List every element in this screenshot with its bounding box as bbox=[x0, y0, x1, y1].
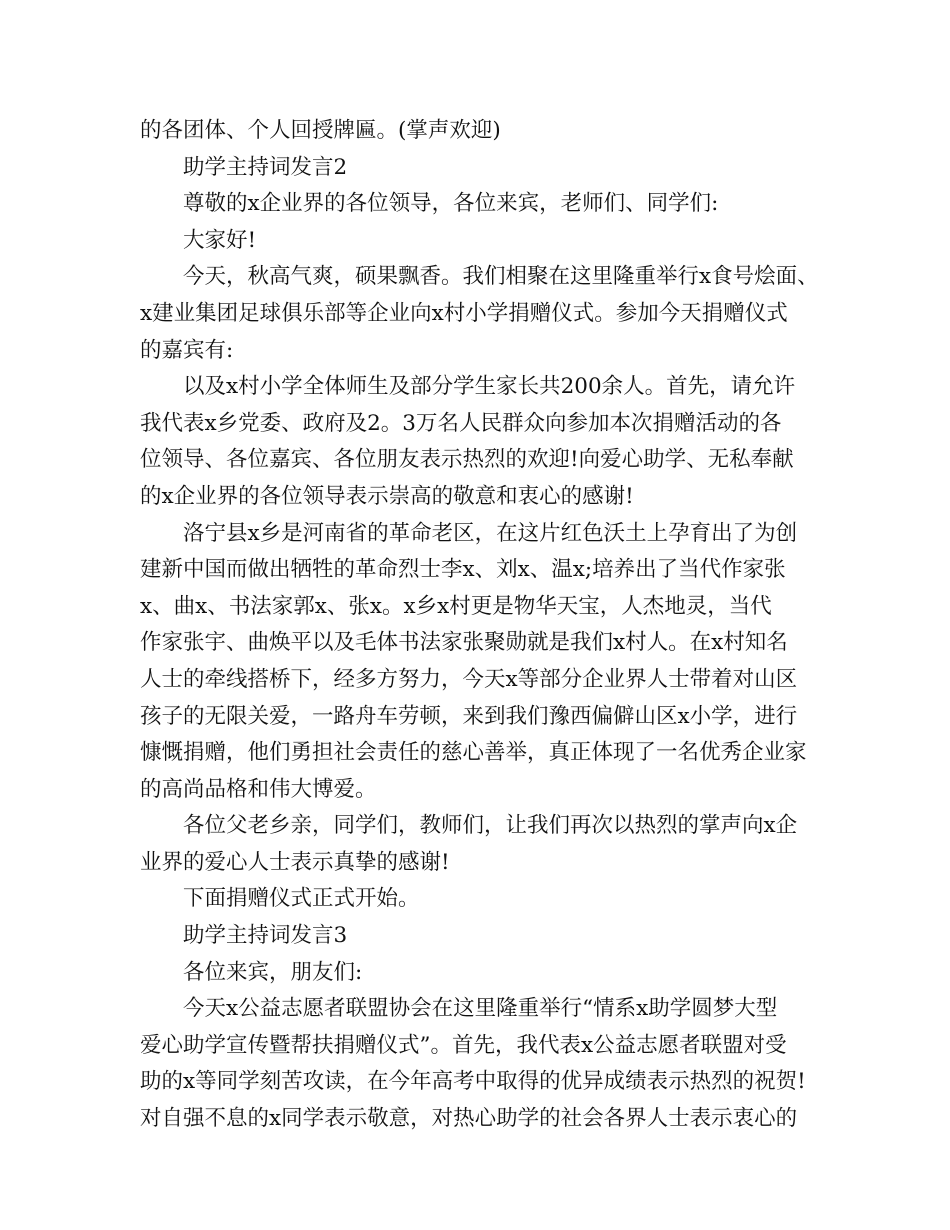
text-line: 各位来宾，朋友们: bbox=[183, 959, 363, 985]
text-line: 大家好! bbox=[183, 227, 257, 253]
text-line: 尊敬的x企业界的各位领导，各位来宾，老师们、同学们: bbox=[183, 191, 719, 217]
text-line: 的各团体、个人回授牌匾。(掌声欢迎) bbox=[140, 118, 501, 143]
text-line: 今天x公益志愿者联盟协会在这里隆重举行“情系x助学圆梦大型 bbox=[183, 996, 778, 1022]
text-line: 的x企业界的各位领导表示崇高的敬意和衷心的感谢! bbox=[140, 483, 634, 509]
text-line: 慷慨捐赠，他们勇担社会责任的慈心善举，真正体现了一名优秀企业家 bbox=[140, 740, 807, 766]
text-line: 作家张宇、曲焕平以及毛体书法家张聚勋就是我们x村人。在x村知名 bbox=[140, 630, 788, 656]
text-line: 位领导、各位嘉宾、各位朋友表示热烈的欢迎!向爱心助学、无私奉献 bbox=[140, 447, 794, 473]
text-line: 下面捐赠仪式正式开始。 bbox=[183, 886, 420, 912]
text-line: 的高尚品格和伟大博爱。 bbox=[140, 776, 377, 802]
text-line: 助的x等同学刻苦攻读，在今年高考中取得的优异成绩表示热烈的祝贺! bbox=[140, 1069, 806, 1095]
text-line: 业界的爱心人士表示真挚的感谢! bbox=[140, 849, 450, 875]
text-line: x、曲x、书法家郭x、张x。x乡x村更是物华天宝，人杰地灵，当代 bbox=[140, 593, 772, 619]
text-line: 建新中国而做出牺牲的革命烈士李x、刘x、温x;培养出了当代作家张 bbox=[140, 557, 786, 583]
text-line: 洛宁县x乡是河南省的革命老区，在这片红色沃土上孕育出了为创 bbox=[183, 520, 798, 546]
text-line: 的嘉宾有: bbox=[140, 337, 234, 363]
text-line: 以及x村小学全体师生及部分学生家长共200余人。首先，请允许 bbox=[183, 374, 796, 400]
text-line: 今天，秋高气爽，硕果飘香。我们相聚在这里隆重举行x食号烩面、 bbox=[183, 264, 819, 290]
text-line: 各位父老乡亲，同学们，教师们，让我们再次以热烈的掌声向x企 bbox=[183, 813, 798, 839]
text-line: 助学主持词发言3 bbox=[183, 923, 348, 949]
text-line: 助学主持词发言2 bbox=[183, 154, 348, 180]
text-line: 爱心助学宣传暨帮扶捐赠仪式”。首先，我代表x公益志愿者联盟对受 bbox=[140, 1032, 787, 1058]
document-body bbox=[140, 113, 830, 1138]
text-line: 人士的牵线搭桥下，经多方努力，今天x等部分企业界人士带着对山区 bbox=[140, 666, 798, 692]
text-line: 孩子的无限关爱，一路舟车劳顿，来到我们豫西偏僻山区x小学，进行 bbox=[140, 703, 798, 729]
text-line: 我代表x乡党委、政府及2。3万名人民群众向参加本次捐赠活动的各 bbox=[140, 410, 782, 436]
text-line: x建业集团足球俱乐部等企业向x村小学捐赠仪式。参加今天捐赠仪式 bbox=[140, 300, 788, 326]
text-line: 对自强不息的x同学表示敬意，对热心助学的社会各界人士表示衷心的 bbox=[140, 1106, 798, 1132]
